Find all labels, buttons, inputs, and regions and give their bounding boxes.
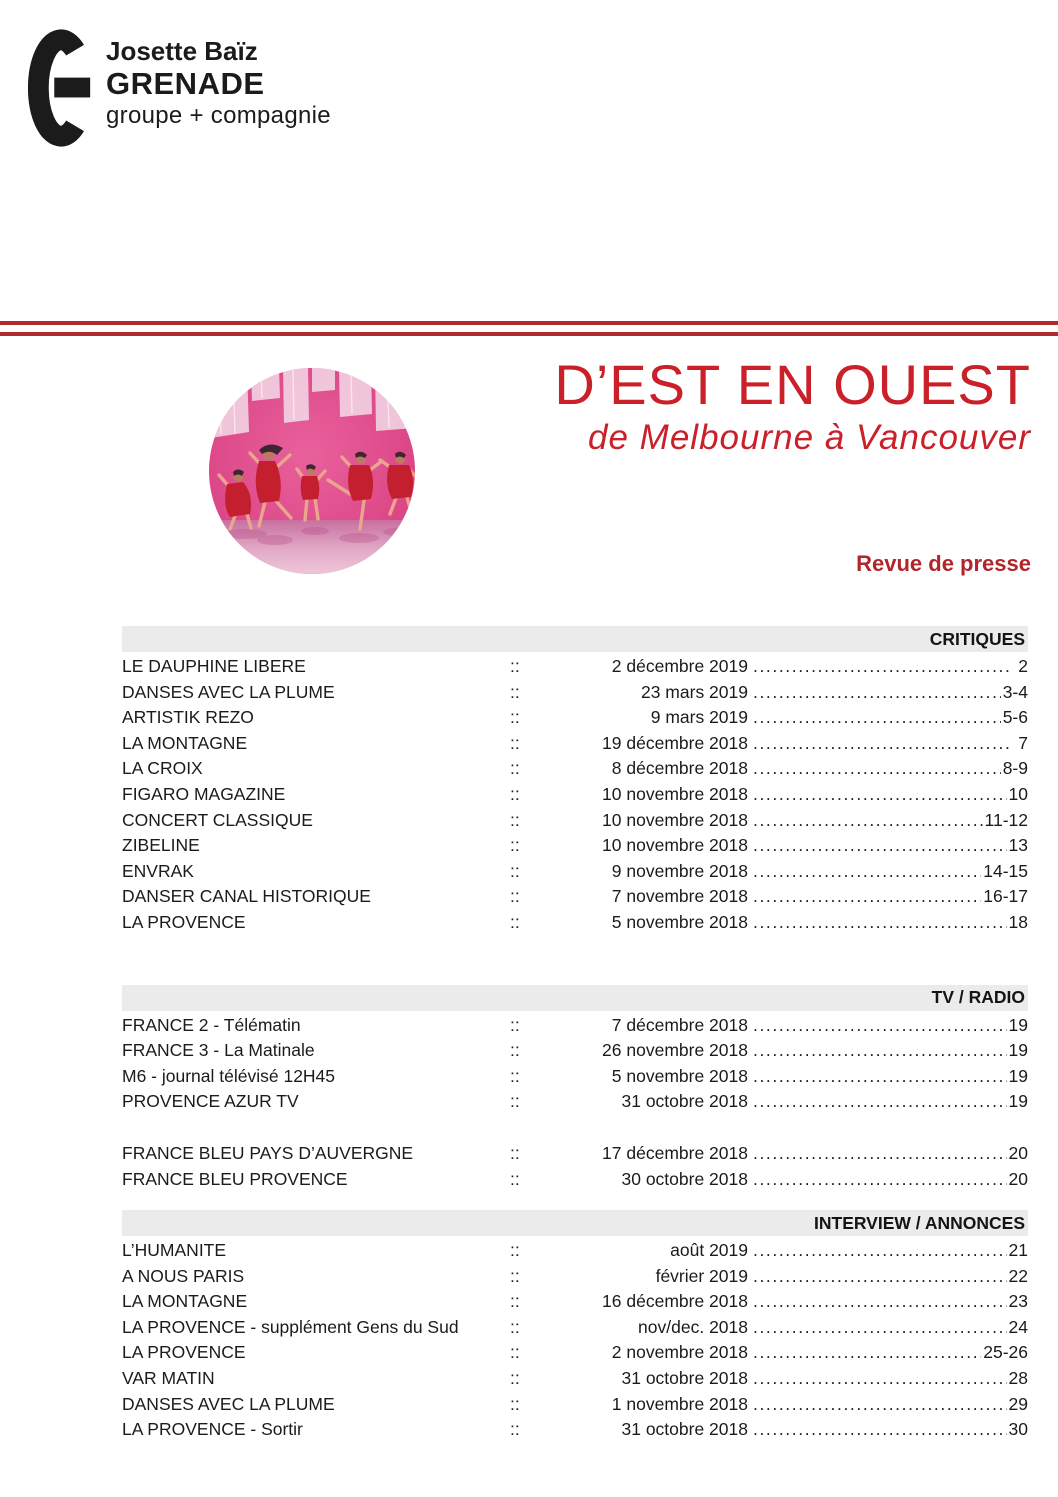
press-review-label: Revue de presse <box>856 551 1031 576</box>
toc-row <box>122 656 1028 682</box>
toc-row-name: ENVRAK <box>122 860 194 881</box>
toc-row-separator: :: <box>510 809 520 830</box>
toc-row-date: 10 novembre 2018 <box>602 835 748 856</box>
toc-row <box>122 861 1028 887</box>
toc-row-separator: :: <box>510 732 520 753</box>
toc-row-date: 2 novembre 2018 <box>611 1342 748 1363</box>
section-rows <box>122 1240 1028 1445</box>
toc-row-separator: :: <box>510 1040 520 1061</box>
toc-row-name: FRANCE 3 - La Matinale <box>122 1040 315 1061</box>
toc-row-page: 13 <box>1008 835 1028 856</box>
section-critiques <box>122 626 1028 938</box>
toc-row-separator: :: <box>510 1316 520 1337</box>
toc-row-leader <box>748 1040 1007 1061</box>
toc-row-separator: :: <box>510 1265 520 1286</box>
toc-row-page: 29 <box>1008 1393 1028 1414</box>
toc-row-page: 19 <box>1008 1014 1028 1035</box>
toc-row-leader <box>748 912 1007 933</box>
toc-row-page: 2 <box>1018 656 1028 676</box>
toc-row-leader <box>748 1266 1007 1287</box>
toc-row-date: 10 novembre 2018 <box>602 783 748 804</box>
grenade-g-logo-icon <box>25 26 93 150</box>
toc-row-page: 19 <box>1008 1040 1028 1061</box>
toc-row-name: DANSES AVEC LA PLUME <box>122 1393 335 1414</box>
toc-row-name: LA PROVENCE <box>122 911 246 932</box>
toc-row-separator: :: <box>510 835 520 856</box>
toc-row-separator: :: <box>510 1393 520 1414</box>
toc-row <box>122 810 1028 836</box>
toc-row <box>122 1368 1028 1394</box>
toc-row-name: VAR MATIN <box>122 1368 215 1389</box>
toc-row-leader <box>748 1143 1007 1164</box>
cover-photo <box>209 368 415 574</box>
toc-row <box>122 1015 1028 1041</box>
toc-row-date: 30 octobre 2018 <box>621 1168 748 1189</box>
toc-row-leader <box>748 784 1007 805</box>
section-rows <box>122 1015 1028 1195</box>
toc-row-separator: :: <box>510 1014 520 1035</box>
toc-row-leader <box>748 1419 1007 1440</box>
toc-row-name: L’HUMANITE <box>122 1240 227 1261</box>
toc-row-date: 31 octobre 2018 <box>621 1368 748 1389</box>
section-rows <box>122 656 1028 938</box>
toc-row <box>122 1040 1028 1066</box>
toc-row <box>122 758 1028 784</box>
toc-row <box>122 912 1028 938</box>
section-header-label: CRITIQUES <box>929 628 1025 649</box>
toc-row <box>122 1143 1028 1169</box>
toc-row-leader <box>748 707 1001 728</box>
toc-row-date: août 2019 <box>670 1240 748 1261</box>
section-tv-radio <box>122 985 1028 1195</box>
toc-row-separator: :: <box>510 1342 520 1363</box>
logo-name: Josette Baïz <box>106 36 258 66</box>
toc-row-page: 18 <box>1008 911 1028 932</box>
show-subtitle: de Melbourne à Vancouver <box>588 418 1031 458</box>
toc-row-leader <box>748 1015 1007 1036</box>
section-header-label: INTERVIEW / ANNONCES <box>814 1212 1025 1233</box>
toc-row <box>122 886 1028 912</box>
toc-row-name: LA PROVENCE <box>122 1342 246 1363</box>
toc-row-date: 9 novembre 2018 <box>611 860 748 881</box>
dancers-illustration <box>209 368 415 574</box>
toc-row-separator: :: <box>510 1291 520 1312</box>
logo-brand: GRENADE <box>106 66 265 101</box>
toc-row <box>122 835 1028 861</box>
toc-row-separator: :: <box>510 911 520 932</box>
toc-row-date: 8 décembre 2018 <box>611 758 748 779</box>
toc-row-name: ARTISTIK REZO <box>122 707 254 728</box>
toc-row-leader <box>748 1169 1007 1190</box>
toc-row-name: FRANCE 2 - Télématin <box>122 1014 301 1035</box>
toc-row-separator: :: <box>510 1368 520 1389</box>
double-red-rule <box>0 321 1058 336</box>
toc-row-name: CONCERT CLASSIQUE <box>122 809 313 830</box>
toc-row <box>122 682 1028 708</box>
toc-row-name: DANSER CANAL HISTORIQUE <box>122 886 371 907</box>
toc-row-name: FRANCE BLEU PROVENCE <box>122 1168 348 1189</box>
toc-row-leader <box>748 1291 1007 1312</box>
show-title: D’EST EN OUEST <box>554 353 1031 416</box>
toc-row <box>122 733 1028 759</box>
toc-row-separator: :: <box>510 656 520 676</box>
toc-row-page: 11-12 <box>984 809 1028 830</box>
toc-row-page: 14-15 <box>983 860 1028 881</box>
toc-row-leader <box>748 886 981 907</box>
toc-row <box>122 1317 1028 1343</box>
toc-row-page: 20 <box>1008 1168 1028 1189</box>
section-interview-annonces <box>122 1210 1028 1445</box>
toc-row <box>122 707 1028 733</box>
toc-row-page: 21 <box>1008 1240 1028 1261</box>
toc-row-name: FRANCE BLEU PAYS D’AUVERGNE <box>122 1142 414 1163</box>
toc-row-name: DANSES AVEC LA PLUME <box>122 681 335 702</box>
toc-row <box>122 1066 1028 1092</box>
toc-row <box>122 1240 1028 1266</box>
section-header-bar <box>122 1210 1028 1236</box>
toc-row-leader <box>748 656 1012 677</box>
toc-row-page: 23 <box>1008 1291 1028 1312</box>
red-rule-top <box>0 321 1058 325</box>
toc-row-name: M6 - journal télévisé 12H45 <box>122 1065 336 1086</box>
logo-tagline: groupe + compagnie <box>106 102 331 129</box>
toc-row-date: 19 décembre 2018 <box>602 732 748 753</box>
toc-row-date: 17 décembre 2018 <box>602 1142 748 1163</box>
toc-row-separator: :: <box>510 1065 520 1086</box>
toc-row-page: 19 <box>1008 1065 1028 1086</box>
toc-row <box>122 1394 1028 1420</box>
toc-row-page: 7 <box>1018 732 1028 753</box>
toc-row-leader <box>748 682 1001 703</box>
toc-row-separator: :: <box>510 681 520 702</box>
toc-row-separator: :: <box>510 1419 520 1440</box>
toc-row-leader <box>748 1240 1007 1261</box>
toc-row-name: A NOUS PARIS <box>122 1265 245 1286</box>
toc-row-page: 28 <box>1008 1368 1028 1389</box>
section-header-label: TV / RADIO <box>931 987 1025 1008</box>
toc-row-leader <box>748 1317 1007 1338</box>
toc-row <box>122 784 1028 810</box>
toc-row-separator: :: <box>510 860 520 881</box>
toc-row-name: LA PROVENCE - Sortir <box>122 1419 303 1440</box>
toc-row-separator: :: <box>510 1091 520 1112</box>
toc-row-separator: :: <box>510 758 520 779</box>
toc-row <box>122 1419 1028 1445</box>
toc-row <box>122 1091 1028 1117</box>
toc-row-page: 10 <box>1008 783 1028 804</box>
toc-row-date: 10 novembre 2018 <box>602 809 748 830</box>
toc-row-date: 31 octobre 2018 <box>621 1419 748 1440</box>
toc-row-date: février 2019 <box>655 1265 748 1286</box>
toc-row-leader <box>748 1394 1007 1415</box>
red-rule-bottom <box>0 332 1058 336</box>
toc-row-date: 7 décembre 2018 <box>611 1014 748 1035</box>
toc-row-leader <box>748 861 981 882</box>
toc-row-page: 5-6 <box>1002 707 1028 728</box>
toc-row-date: 9 mars 2019 <box>650 707 748 728</box>
toc-row <box>122 1169 1028 1195</box>
toc-row-page: 8-9 <box>1002 758 1028 779</box>
toc-row-date: 2 décembre 2019 <box>611 656 748 676</box>
toc-row-leader <box>748 1342 981 1363</box>
toc-row-separator: :: <box>510 783 520 804</box>
toc-row-leader <box>748 758 1001 779</box>
toc-row <box>122 1266 1028 1292</box>
section-header-bar <box>122 626 1028 652</box>
toc-row-leader <box>748 1368 1007 1389</box>
toc-row-separator: :: <box>510 1168 520 1189</box>
toc-row-name: LA PROVENCE - supplément Gens du Sud <box>122 1316 459 1337</box>
toc-row-name: LA MONTAGNE <box>122 1291 248 1312</box>
company-logo <box>25 26 331 150</box>
logo-wordmark <box>106 26 331 128</box>
toc-row-name: LE DAUPHINE LIBERE <box>122 656 306 676</box>
toc-row <box>122 1291 1028 1317</box>
title-block <box>554 353 1031 458</box>
section-header-bar <box>122 985 1028 1011</box>
toc-row-date: nov/dec. 2018 <box>638 1316 748 1337</box>
table-of-contents <box>122 626 1028 1445</box>
toc-row-leader <box>748 1066 1007 1087</box>
toc-row-name: PROVENCE AZUR TV <box>122 1091 299 1112</box>
toc-row-separator: :: <box>510 707 520 728</box>
toc-row-separator: :: <box>510 1142 520 1163</box>
toc-row-name: ZIBELINE <box>122 835 200 856</box>
toc-row-leader <box>748 835 1007 856</box>
toc-row-leader <box>748 1091 1007 1112</box>
toc-row-name: LA CROIX <box>122 758 203 779</box>
toc-row-leader <box>748 733 1012 754</box>
toc-row-separator: :: <box>510 1240 520 1261</box>
toc-row-date: 5 novembre 2018 <box>611 1065 748 1086</box>
toc-row-page: 22 <box>1008 1265 1028 1286</box>
toc-row-page: 24 <box>1008 1316 1028 1337</box>
toc-row-name: FIGARO MAGAZINE <box>122 783 286 804</box>
toc-row-date: 16 décembre 2018 <box>602 1291 748 1312</box>
toc-row-page: 16-17 <box>983 886 1028 907</box>
toc-row-page: 19 <box>1008 1091 1028 1112</box>
toc-row-page: 3-4 <box>1002 681 1028 702</box>
toc-row-separator: :: <box>510 886 520 907</box>
toc-row-leader <box>748 810 983 831</box>
toc-row-page: 30 <box>1008 1419 1028 1440</box>
toc-row-date: 23 mars 2019 <box>640 681 748 702</box>
toc-row-page: 25-26 <box>983 1342 1028 1363</box>
toc-row-date: 5 novembre 2018 <box>611 911 748 932</box>
toc-row-date: 31 octobre 2018 <box>621 1091 748 1112</box>
toc-row-date: 7 novembre 2018 <box>611 886 748 907</box>
toc-row <box>122 1342 1028 1368</box>
toc-row-date: 26 novembre 2018 <box>602 1040 748 1061</box>
toc-row-page: 20 <box>1008 1142 1028 1163</box>
toc-row-name: LA MONTAGNE <box>122 732 248 753</box>
toc-row-date: 1 novembre 2018 <box>611 1393 748 1414</box>
